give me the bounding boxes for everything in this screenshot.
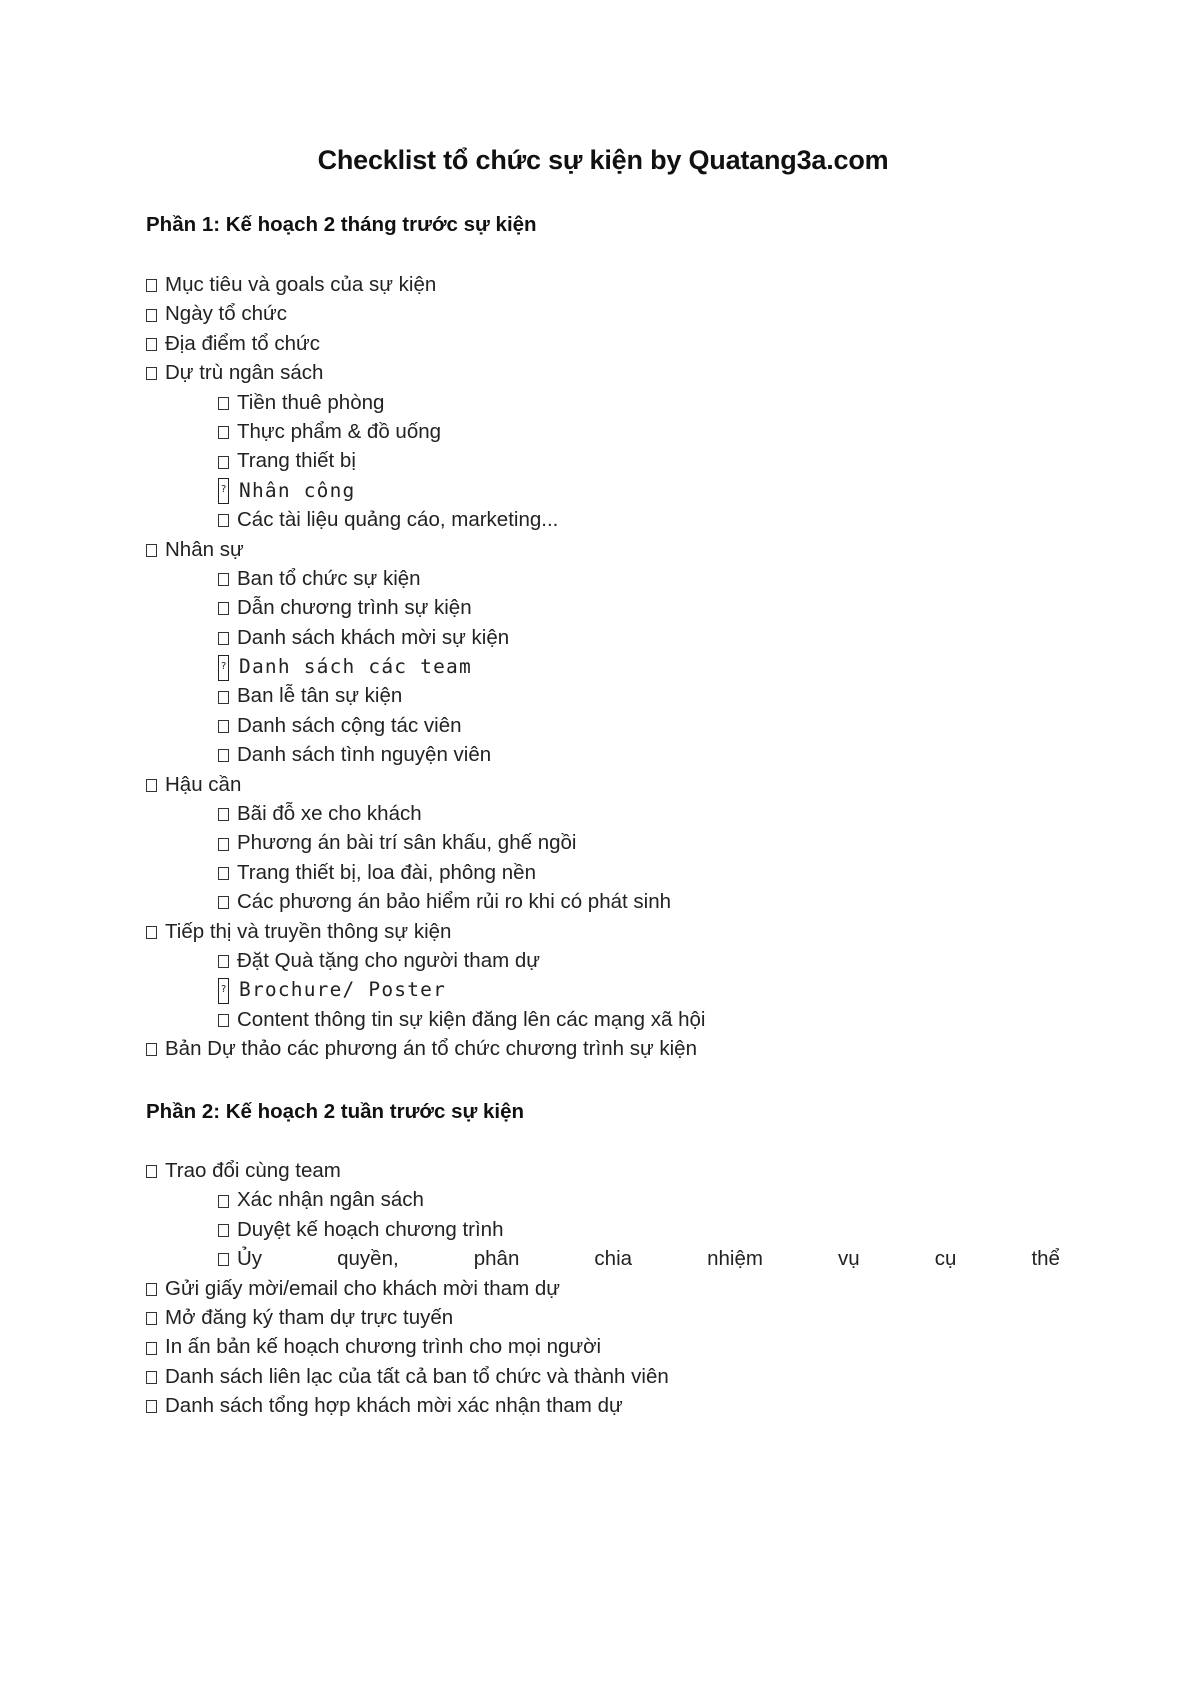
checkbox-icon[interactable]	[218, 426, 229, 439]
checklist-subitem: Trang thiết bị, loa đài, phông nền	[146, 858, 1060, 887]
checklist-item: Tiếp thị và truyền thông sự kiện	[146, 917, 1060, 946]
checklist-subitem: ? Danh sách các team	[146, 652, 1060, 681]
checklist-subitem: ? Nhân công	[146, 476, 1060, 505]
checkbox-icon[interactable]	[146, 338, 157, 351]
checkbox-icon[interactable]	[218, 808, 229, 821]
checklist-subitem: Dẫn chương trình sự kiện	[146, 593, 1060, 622]
checklist-item: Mở đăng ký tham dự trực tuyến	[146, 1303, 1060, 1332]
checklist-item: Nhân sự	[146, 535, 1060, 564]
checklist-subitem: Bãi đỗ xe cho khách	[146, 799, 1060, 828]
checklist-subitem: Phương án bài trí sân khấu, ghế ngồi	[146, 828, 1060, 857]
checklist-item: In ấn bản kế hoạch chương trình cho mọi người	[146, 1332, 1060, 1361]
checkbox-icon[interactable]	[146, 1165, 157, 1178]
checklist-item: Hậu cần	[146, 770, 1060, 799]
unknown-glyph-checkbox-icon[interactable]: ?	[218, 978, 229, 1004]
checklist-part-1	[146, 270, 1060, 1064]
checkbox-icon[interactable]	[146, 1283, 157, 1296]
checkbox-icon[interactable]	[146, 544, 157, 557]
document-title: Checklist tổ chức sự kiện by Quatang3a.com	[317, 145, 889, 175]
checklist-subitem: Content thông tin sự kiện đăng lên các mạng xã hội	[146, 1005, 1060, 1034]
checklist-subitem: Danh sách tình nguyện viên	[146, 740, 1060, 769]
checkbox-icon[interactable]	[218, 602, 229, 615]
checklist-subitem: Các tài liệu quảng cáo, marketing...	[146, 505, 1060, 534]
checkbox-icon[interactable]	[218, 397, 229, 410]
checkbox-icon[interactable]	[146, 279, 157, 292]
checkbox-icon[interactable]	[218, 632, 229, 645]
checklist-subitem: Trang thiết bị	[146, 446, 1060, 475]
checklist-item: Ngày tổ chức	[146, 299, 1060, 328]
checkbox-icon[interactable]	[146, 309, 157, 322]
checkbox-icon[interactable]	[146, 1400, 157, 1413]
checklist-item: Bản Dự thảo các phương án tổ chức chương trình sự kiện	[146, 1034, 1060, 1063]
checkbox-icon[interactable]	[218, 896, 229, 909]
checkbox-icon[interactable]	[218, 1014, 229, 1027]
checkbox-icon[interactable]	[218, 514, 229, 527]
checklist-subitem: Danh sách khách mời sự kiện	[146, 623, 1060, 652]
checklist-item: Gửi giấy mời/email cho khách mời tham dự	[146, 1274, 1060, 1303]
checklist-subitem: Ban lễ tân sự kiện	[146, 681, 1060, 710]
checkbox-icon[interactable]	[146, 1342, 157, 1355]
checkbox-icon[interactable]	[146, 1312, 157, 1325]
checkbox-icon[interactable]	[218, 456, 229, 469]
checklist-item: Mục tiêu và goals của sự kiện	[146, 270, 1060, 299]
checklist-item: Danh sách tổng hợp khách mời xác nhận tham dự	[146, 1391, 1060, 1420]
checklist-item: Địa điểm tổ chức	[146, 329, 1060, 358]
checkbox-icon[interactable]	[218, 1253, 229, 1266]
checkbox-icon[interactable]	[218, 691, 229, 704]
checkbox-icon[interactable]	[146, 779, 157, 792]
checklist-subitem: Ban tổ chức sự kiện	[146, 564, 1060, 593]
checkbox-icon[interactable]	[146, 367, 157, 380]
checklist-subitem-justified	[146, 1244, 1060, 1273]
checklist-subitem: Danh sách cộng tác viên	[146, 711, 1060, 740]
checklist-item: Dự trù ngân sách	[146, 358, 1060, 387]
checklist-part-2	[146, 1156, 1060, 1421]
checklist-subitem: Tiền thuê phòng	[146, 388, 1060, 417]
checkbox-icon[interactable]	[218, 867, 229, 880]
checkbox-icon[interactable]	[218, 955, 229, 968]
checklist-item: Danh sách liên lạc của tất cả ban tổ chức và thành viên	[146, 1362, 1060, 1391]
checkbox-icon[interactable]	[218, 720, 229, 733]
checklist-subitem: ? Brochure/ Poster	[146, 975, 1060, 1004]
checklist-subitem: Xác nhận ngân sách	[146, 1185, 1060, 1214]
checklist-subitem: Duyệt kế hoạch chương trình	[146, 1215, 1060, 1244]
unknown-glyph-checkbox-icon[interactable]: ?	[218, 655, 229, 681]
checklist-item: Trao đổi cùng team	[146, 1156, 1060, 1185]
section-heading-part-1: Phần 1: Kế hoạch 2 tháng trước sự kiện	[146, 213, 537, 236]
checkbox-icon[interactable]	[218, 573, 229, 586]
checkbox-icon[interactable]	[218, 1224, 229, 1237]
checkbox-icon[interactable]	[146, 1371, 157, 1384]
checklist-subitem: Thực phẩm & đồ uống	[146, 417, 1060, 446]
checkbox-icon[interactable]	[146, 1043, 157, 1056]
checkbox-icon[interactable]	[146, 926, 157, 939]
justified-text-line: Ủy quyền, phân chia nhiệm vụ cụ thể	[237, 1247, 1060, 1271]
unknown-glyph-checkbox-icon[interactable]: ?	[218, 478, 229, 504]
checkbox-icon[interactable]	[218, 838, 229, 851]
checkbox-icon[interactable]	[218, 1195, 229, 1208]
section-heading-part-2: Phần 2: Kế hoạch 2 tuần trước sự kiện	[146, 1100, 525, 1123]
checkbox-icon[interactable]	[218, 749, 229, 762]
checklist-subitem: Các phương án bảo hiểm rủi ro khi có phát sinh	[146, 887, 1060, 916]
checklist-subitem: Đặt Quà tặng cho người tham dự	[146, 946, 1060, 975]
